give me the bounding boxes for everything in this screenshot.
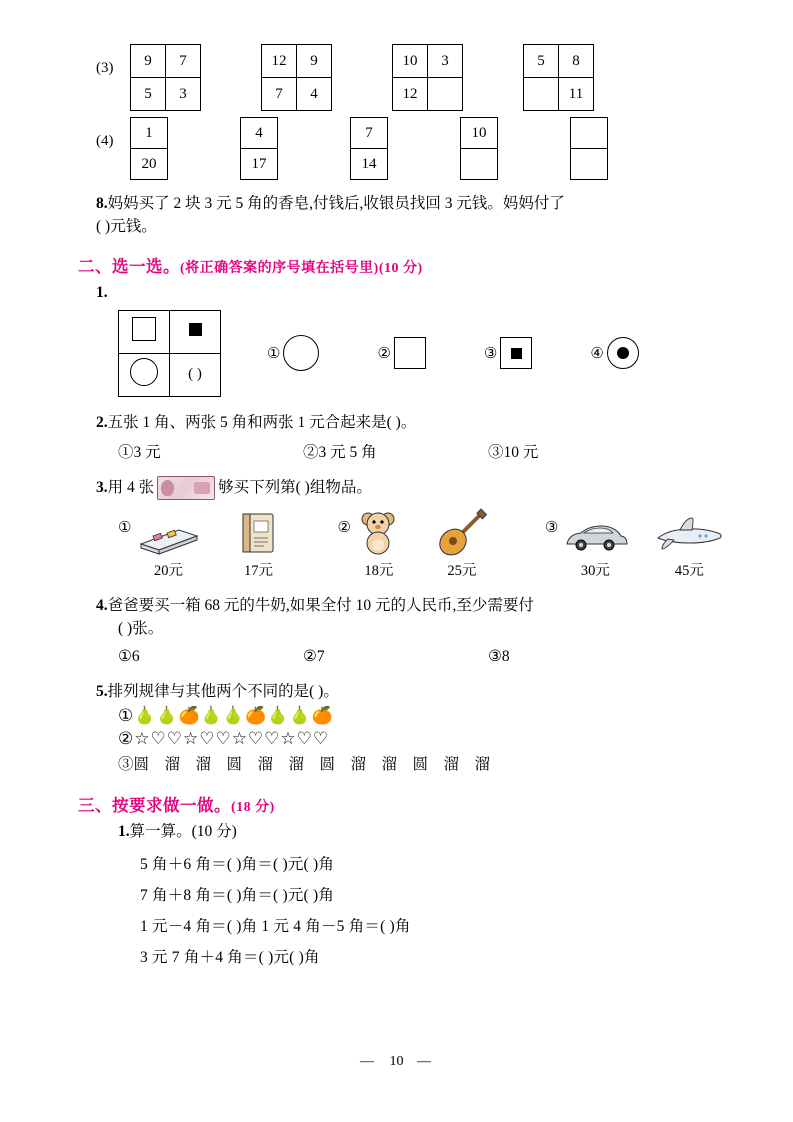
c2-option-1[interactable]: ①3 元: [118, 444, 161, 461]
question-4-row: [96, 117, 706, 180]
choice-5: [96, 680, 706, 703]
c1-option-3[interactable]: [484, 337, 532, 369]
t1-number: 1.: [118, 822, 130, 840]
cell: 7: [262, 78, 297, 111]
c2-number: 2.: [96, 413, 108, 431]
cell: 10: [393, 45, 428, 78]
c1-option-2[interactable]: [377, 337, 425, 369]
c1-option-1[interactable]: [267, 335, 319, 371]
teddy-bear-icon: [355, 508, 403, 556]
cell-blank[interactable]: [428, 78, 463, 111]
cell: 8: [559, 45, 594, 78]
cell-blank[interactable]: [524, 78, 559, 111]
item-book: [235, 508, 281, 580]
q4-grid-2: [240, 117, 278, 180]
cell: 17: [241, 149, 278, 180]
question-3-row: [96, 44, 706, 111]
c4-option-1[interactable]: ①6: [118, 647, 140, 665]
t1-line-3[interactable]: 1 元－4 角＝( )角 1 元 4 角－5 角＝( )角: [140, 918, 411, 935]
page-footer: [0, 1054, 793, 1070]
q8-line2[interactable]: ( )元钱。: [96, 218, 157, 236]
footer-dash-left: —: [360, 1054, 376, 1069]
c3-group-1[interactable]: [135, 508, 281, 580]
footer-dash-right: —: [417, 1054, 433, 1069]
c3-text-after: 够买下列第( )组物品。: [218, 479, 372, 497]
c5-row-2-content: ☆♡♡☆♡♡☆♡♡☆♡♡: [134, 728, 330, 748]
choice-1-body: [96, 310, 706, 397]
option-marker: ④: [590, 345, 604, 362]
c3-group-3-marker: ③: [544, 520, 559, 536]
cell-blank[interactable]: [571, 149, 608, 180]
cell: 3: [166, 78, 201, 111]
cell-blank[interactable]: [461, 149, 498, 180]
square-with-dot-icon: [500, 337, 532, 369]
c3-group-3[interactable]: [562, 508, 724, 580]
c3-group-1-marker: ①: [118, 520, 132, 536]
c4-option-2[interactable]: ②7: [303, 647, 325, 665]
item-price: 30元: [580, 563, 610, 579]
t1-score: (10 分): [191, 822, 237, 840]
c1-option-4[interactable]: [590, 337, 638, 369]
c2-option-3[interactable]: ③10 元: [488, 444, 539, 461]
item-car: [562, 508, 628, 580]
item-price: 18元: [364, 563, 394, 579]
cell: 10: [461, 118, 498, 149]
item-airplane: [654, 508, 724, 580]
c2-text: 五张 1 角、两张 5 角和两张 1 元合起来是( )。: [107, 413, 417, 431]
c5-row-3-content: 圆 溜 溜 圆 溜 溜 圆 溜 溜 圆 溜 溜: [133, 755, 491, 773]
matrix-cell-circle-outline: [119, 353, 170, 396]
q3-grid-1: [130, 44, 201, 111]
cell: 9: [131, 45, 166, 78]
cell: 20: [131, 149, 168, 180]
cell: 7: [166, 45, 201, 78]
cell: 3: [428, 45, 463, 78]
car-icon: [562, 508, 628, 556]
c4-number: 4.: [96, 597, 108, 614]
section-3-subtitle: (18 分): [231, 799, 275, 815]
matrix-cell-square-filled: [170, 310, 221, 353]
item-price: 20元: [153, 563, 183, 579]
eraser-box-icon: [135, 508, 201, 556]
q4-grid-1: [130, 117, 168, 180]
c3-group-2[interactable]: [355, 508, 491, 580]
item-guitar: [433, 508, 491, 580]
circle-outline-icon: [283, 335, 319, 371]
item-teddy-bear: [355, 508, 403, 580]
q8-number: 8.: [96, 195, 108, 212]
square-outline-icon: [394, 337, 426, 369]
section-2-title: 二、选一选。: [78, 256, 180, 276]
c1-matrix: [118, 310, 221, 397]
option-marker: ②: [377, 345, 391, 362]
page-number: 10: [389, 1054, 404, 1069]
t1-line-1[interactable]: 5 角＋6 角＝( )角＝( )元( )角: [140, 856, 335, 873]
cell: 4: [297, 78, 332, 111]
c4-line2[interactable]: ( )张。: [118, 620, 164, 638]
q4-grid-5: [570, 117, 608, 180]
cell: 5: [524, 45, 559, 78]
c5-row-1-marker: ①: [118, 705, 135, 725]
cell-blank[interactable]: [571, 118, 608, 149]
cell: 4: [241, 118, 278, 149]
q4-grid-4: [460, 117, 498, 180]
c2-option-2[interactable]: ②3 元 5 角: [303, 444, 377, 461]
airplane-icon: [654, 508, 724, 556]
c3-group-2-marker: ②: [337, 520, 351, 536]
q4-grid-3: [350, 117, 388, 180]
choice-3: [96, 476, 706, 500]
c5-text: 排列规律与其他两个不同的是( )。: [107, 682, 339, 700]
item-price: 45元: [674, 563, 704, 579]
c5-row-3[interactable]: [118, 752, 706, 774]
circle-with-dot-icon: [607, 337, 639, 369]
c5-row-1-content: 🍐🍐🍊🍐🍐🍊🍐🍐🍊: [134, 705, 334, 725]
t1-line-4[interactable]: 3 元 7 角＋4 角＝( )元( )角: [140, 949, 320, 966]
c1-options: [267, 335, 639, 371]
c4-line1: 爸爸要买一箱 68 元的牛奶,如果全付 10 元的人民币,至少需要付: [107, 597, 534, 614]
cell: 1: [131, 118, 168, 149]
choice-4: [96, 594, 706, 641]
section-3-heading: [78, 792, 706, 816]
cell: 14: [351, 149, 388, 180]
cell: 5: [131, 78, 166, 111]
matrix-cell-square-outline: [119, 310, 170, 353]
matrix-cell-answer-blank[interactable]: ( ): [170, 353, 221, 396]
item-price: 17元: [243, 563, 273, 579]
book-icon: [235, 508, 281, 556]
q3-grid-3: [392, 44, 463, 111]
q4-grid-set: [130, 117, 608, 180]
c3-text-before: 用 4 张: [107, 479, 155, 497]
cell: 12: [262, 45, 297, 78]
task-1: [118, 820, 706, 843]
c3-groups: [118, 508, 706, 580]
banknote-icon: [157, 476, 215, 500]
option-marker: ①: [267, 345, 281, 362]
c4-option-3[interactable]: ③8: [488, 647, 510, 665]
q4-label: (4): [96, 133, 114, 149]
guitar-icon: [433, 508, 491, 556]
q3-grid-2: [261, 44, 332, 111]
section-2-heading: [78, 253, 706, 277]
option-marker: ③: [483, 345, 498, 362]
section-3-title: 三、按要求做一做。: [78, 795, 231, 815]
choice-2: [96, 411, 706, 434]
c3-number: 3.: [96, 479, 108, 497]
c5-row-1[interactable]: [118, 706, 706, 726]
c2-options: [118, 440, 706, 462]
c5-number: 5.: [96, 682, 108, 700]
choice-1: [96, 281, 706, 304]
q8-line1: 妈妈买了 2 块 3 元 5 角的香皂,付钱后,收银员找回 3 元钱。妈妈付了: [107, 195, 565, 212]
c5-row-2[interactable]: [118, 729, 706, 749]
t1-line-2[interactable]: 7 角＋8 角＝( )角＝( )元( )角: [140, 887, 335, 904]
cell: 9: [297, 45, 332, 78]
q3-grid-set: [130, 44, 594, 111]
cell: 7: [351, 118, 388, 149]
t1-title: 算一算。: [129, 822, 192, 840]
c5-row-3-marker: ③: [118, 755, 134, 773]
item-price: 25元: [447, 563, 477, 579]
cell: 12: [393, 78, 428, 111]
cell: 11: [559, 78, 594, 111]
section-2-subtitle: (将正确答案的序号填在括号里)(10 分): [180, 260, 423, 276]
question-8: [96, 192, 706, 239]
c5-row-2-marker: ②: [118, 728, 135, 748]
item-eraser-box: [135, 508, 201, 580]
c4-options: [118, 647, 706, 666]
q3-label: (3): [96, 60, 114, 76]
c1-number: 1.: [96, 283, 108, 301]
q3-grid-4: [523, 44, 594, 111]
